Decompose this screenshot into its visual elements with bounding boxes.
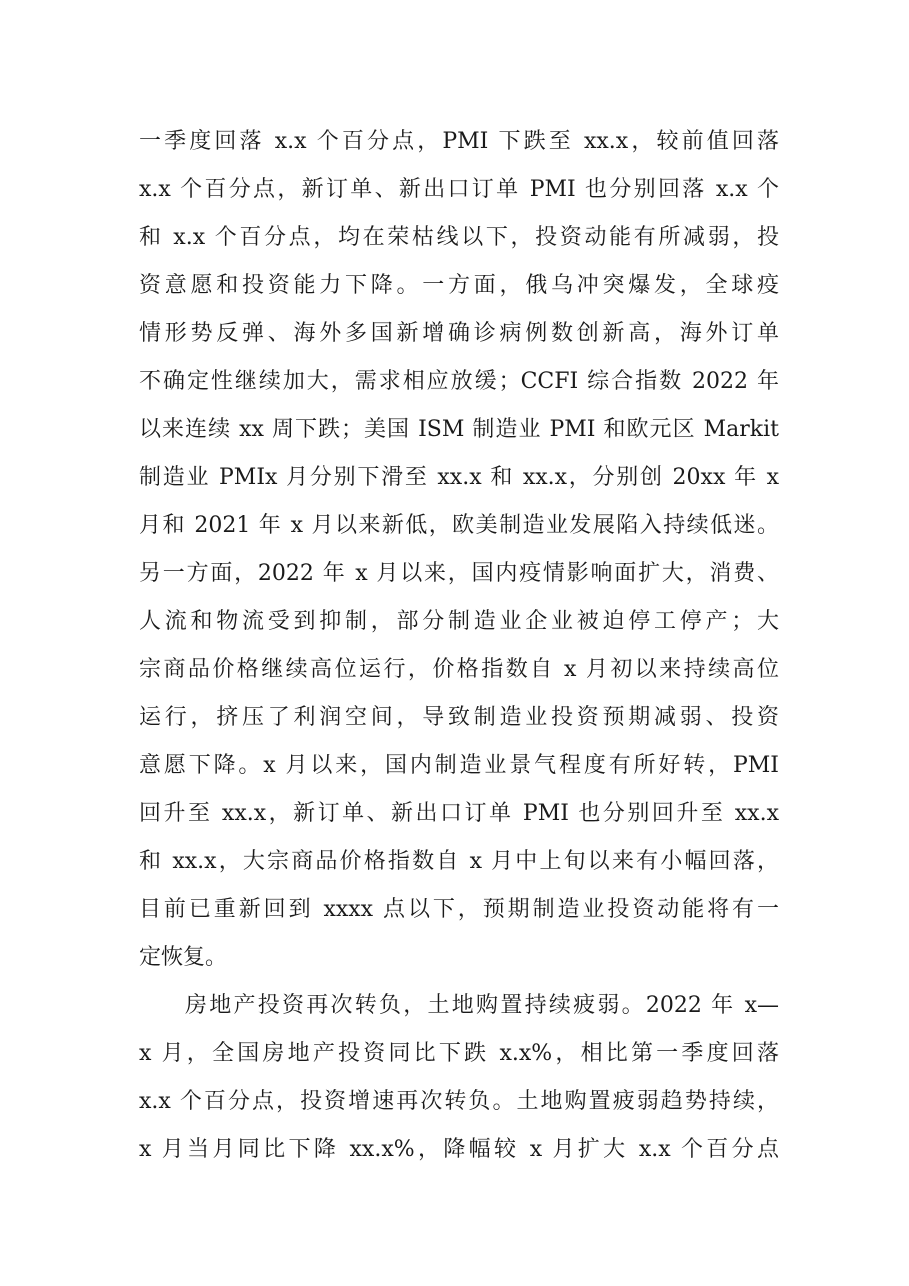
text-line: 以来连续 xx 周下跌；美国 ISM 制造业 PMI 和欧元区 Markit [139,417,779,442]
text-line: 意愿下降。x 月以来，国内制造业景气程度有所好转，PMI [139,753,779,778]
text-line: x 月，全国房地产投资同比下跌 x.x%，相比第一季度回落 [139,1041,779,1066]
paragraph [139,982,779,1174]
text-line: 回升至 xx.x，新订单、新出口订单 PMI 也分别回升至 xx.x [139,801,779,826]
text-line: 月和 2021 年 x 月以来新低，欧美制造业发展陷入持续低迷。 [139,513,779,538]
text-line: 房地产投资再次转负，土地购置持续疲弱。2022 年 x— [185,993,779,1018]
text-line: 情形势反弹、海外多国新增确诊病例数创新高，海外订单 [139,321,779,346]
text-line: 人流和物流受到抑制，部分制造业企业被迫停工停产；大 [139,609,779,634]
text-line: x 月当月同比下降 xx.x%，降幅较 x 月扩大 x.x 个百分点 [139,1137,779,1162]
text-line: x.x 个百分点，新订单、新出口订单 PMI 也分别回落 x.x 个 [139,177,779,202]
body-text [139,118,779,1174]
text-line: x.x 个百分点，投资增速再次转负。土地购置疲弱趋势持续， [139,1089,779,1114]
text-line: 宗商品价格继续高位运行，价格指数自 x 月初以来持续高位 [139,657,779,682]
text-line: 制造业 PMIx 月分别下滑至 xx.x 和 xx.x，分别创 20xx 年 x [139,465,779,490]
text-line: 一季度回落 x.x 个百分点，PMI 下跌至 xx.x，较前值回落 [139,129,779,154]
text-line: 和 xx.x，大宗商品价格指数自 x 月中上旬以来有小幅回落， [139,849,779,874]
text-line: 和 x.x 个百分点，均在荣枯线以下，投资动能有所减弱，投 [139,225,779,250]
text-line: 目前已重新回到 xxxx 点以下，预期制造业投资动能将有一 [139,897,779,922]
text-line: 另一方面，2022 年 x 月以来，国内疫情影响面扩大，消费、 [139,561,779,586]
paragraph [139,118,779,982]
text-line: 定恢复。 [139,945,228,970]
text-line: 资意愿和投资能力下降。一方面，俄乌冲突爆发，全球疫 [139,273,779,298]
text-line: 不确定性继续加大，需求相应放缓；CCFI 综合指数 2022 年 [139,369,779,394]
text-line: 运行，挤压了利润空间，导致制造业投资预期减弱、投资 [139,705,779,730]
